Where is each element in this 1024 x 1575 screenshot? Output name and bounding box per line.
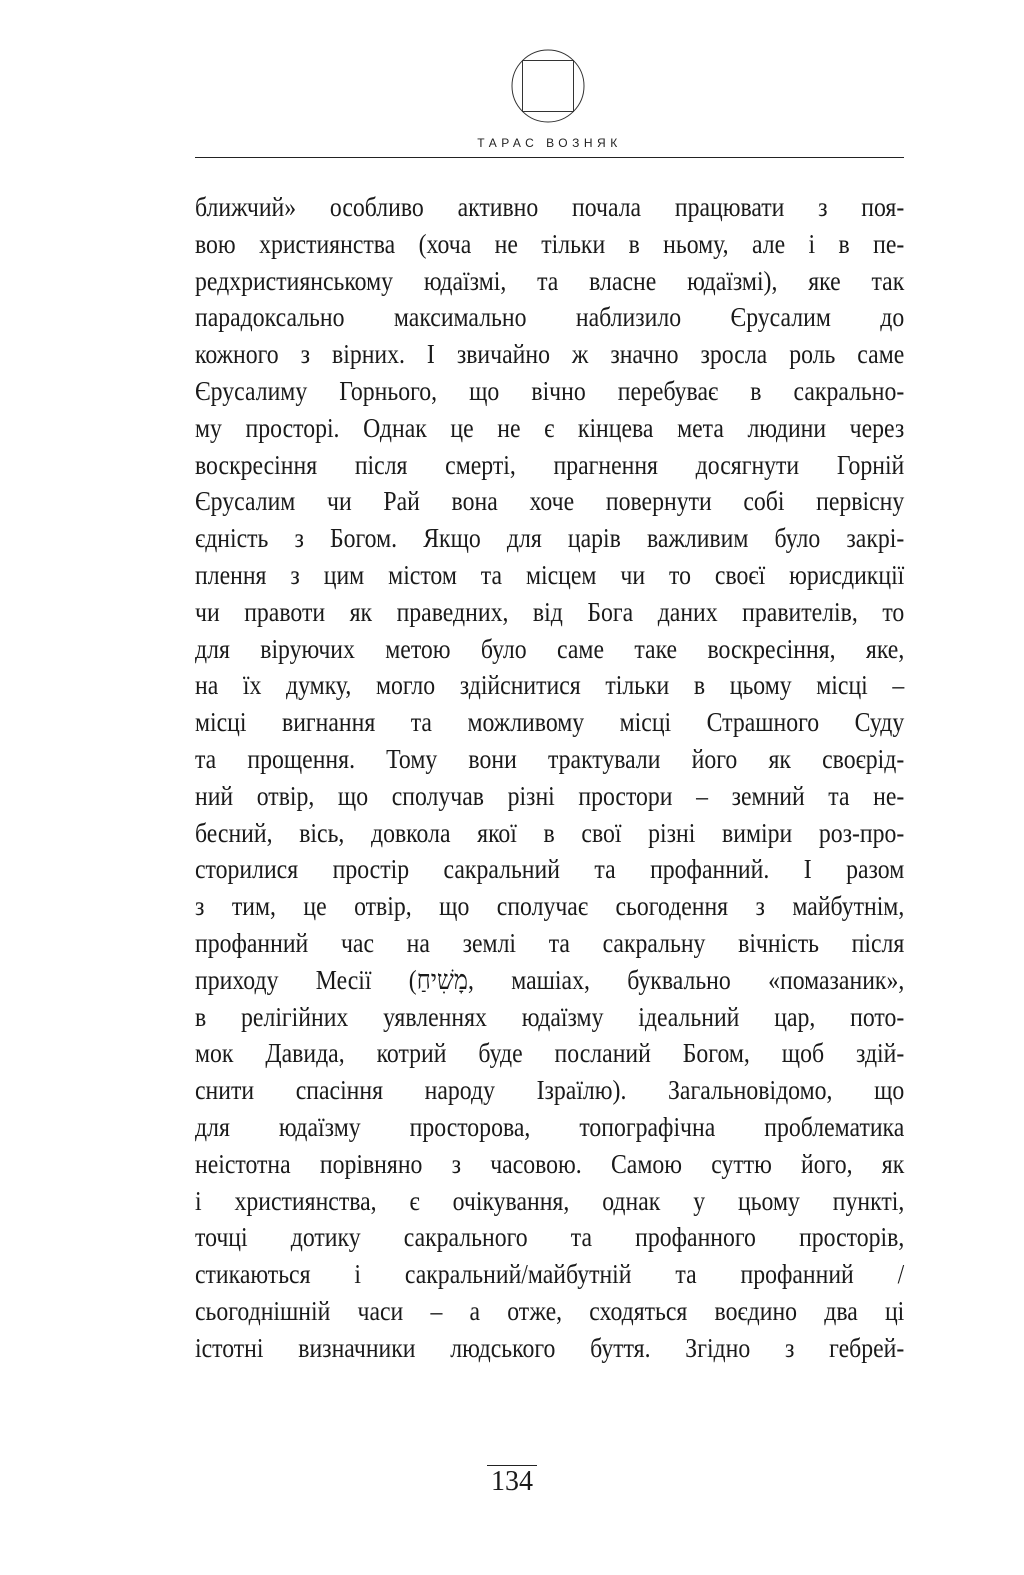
text-line: місці вигнання та можливому місці Страшного Суду — [195, 707, 905, 738]
text-line: і християнства, є очікування, однак у цьому пункті, — [195, 1185, 905, 1216]
text-line: Єрусалиму Горнього, що вічно перебуває в сакрально- — [195, 375, 905, 406]
text-line: для юдаїзму просторова, топографічна проблематика — [195, 1111, 905, 1142]
text-line: в релігійних уявленнях юдаїзму ідеальний цар, пото- — [195, 1001, 905, 1032]
text-line: та прощення. Тому вони трактували його як своєрід- — [195, 743, 905, 774]
text-line: профанний час на землі та сакральну вічність після — [195, 927, 905, 958]
text-line: воскресіння після смерті, прагнення досягнути Горній — [195, 449, 905, 480]
text-line: парадоксально максимально наблизило Єрусалим до — [195, 302, 905, 333]
text-line: для віруючих метою було саме таке воскресіння, яке, — [195, 633, 905, 664]
text-line: сторилися простір сакральний та профанний. І разом — [195, 854, 905, 885]
text-line: на їх думку, могло здійснитися тільки в цьому місці – — [195, 670, 905, 701]
text-line: істотні визначники людського буття. Згідно з гебрей- — [195, 1332, 905, 1363]
text-line: Єрусалим чи Рай вона хоче повернути собі первісну — [195, 486, 905, 517]
text-line: бесний, вісь, довкола якої в свої різні виміри роз-про- — [195, 817, 905, 848]
text-line: снити спасіння народу Ізраїлю). Загальновідомо, що — [195, 1075, 905, 1106]
text-line: неістотна порівняно з часовою. Самою суттю його, як — [195, 1148, 905, 1179]
text-line: ний отвір, що сполучав різні простори – земний та не- — [195, 780, 905, 811]
text-line: сьогоднішній часи – а отже, сходяться воєдино два ці — [195, 1295, 905, 1326]
text-line: з тим, це отвір, що сполучає сьогодення з майбутнім, — [195, 891, 905, 922]
text-line: кожного з вірних. І звичайно ж значно зросла роль саме — [195, 339, 905, 370]
text-line: мок Давида, котрий буде посланий Богом, щоб здій- — [195, 1038, 905, 1069]
text-line: редхристиянському юдаїзмі, та власне юдаїзмі), яке так — [195, 265, 905, 296]
page-number-label: 134 — [487, 1465, 537, 1497]
text-line: точці дотику сакрального та профанного просторів, — [195, 1222, 905, 1253]
text-line: чи правоти як праведних, від Бога даних правителів, то — [195, 596, 905, 627]
page-number — [0, 1466, 1024, 1498]
text-line: вою християнства (хоча не тільки в ньому, але і в пе- — [195, 228, 905, 259]
text-line: плення з цим містом та місцем чи то своєї юрисдикції — [195, 559, 905, 590]
text-line: приходу Месії (מָשִׁיחַ, машіах, буквально «помазаник», — [195, 964, 905, 995]
circle-square-emblem-icon — [511, 49, 585, 123]
text-line: ближчий» особливо активно почала працювати з поя- — [195, 192, 905, 222]
body-text — [195, 189, 904, 1367]
text-line: стикаються і сакральний/майбутній та профанний / — [195, 1259, 905, 1290]
text-line: єдність з Богом. Якщо для царів важливим було закрі- — [195, 523, 905, 554]
running-head: ТАРАС ВОЗНЯК — [477, 136, 622, 150]
header-rule — [195, 157, 904, 158]
text-line: му просторі. Однак це не є кінцева мета людини через — [195, 412, 905, 443]
